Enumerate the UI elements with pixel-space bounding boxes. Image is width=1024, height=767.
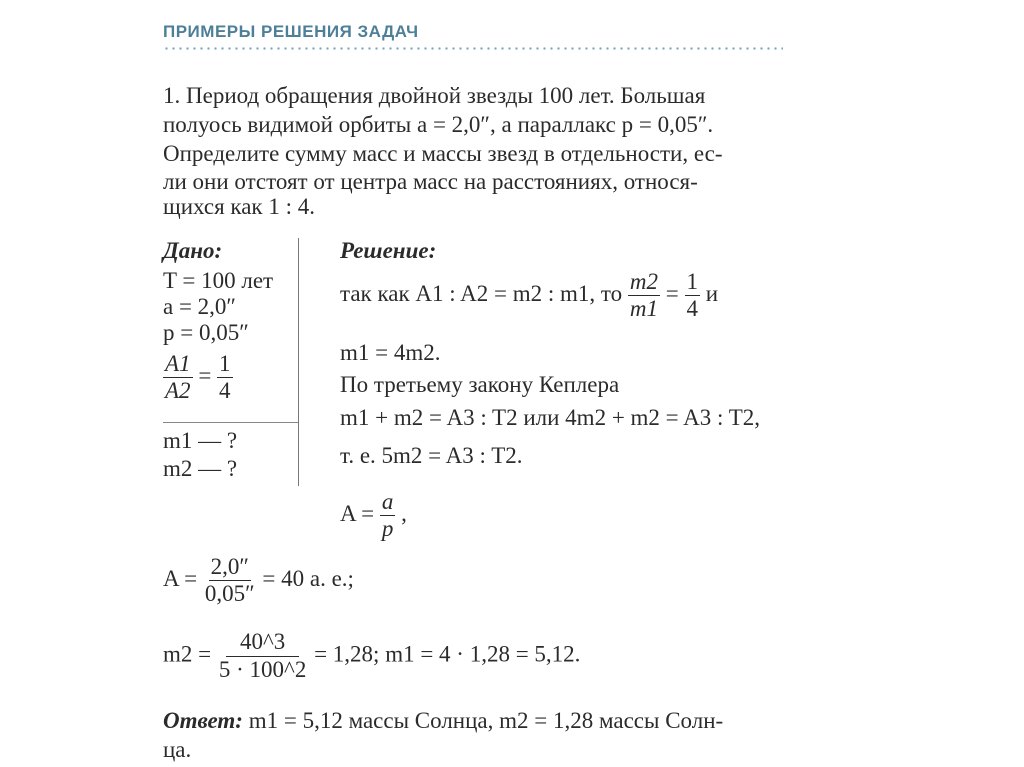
answer-line-1 [163,708,723,734]
solution-line-1-text: так как A1 : A2 = m2 : m1, то [340,280,623,306]
given-a: a = 2,0″ [163,294,237,319]
calc-A-den: 0,05″ [204,581,255,607]
calc-m2-num: 40^3 [226,630,299,657]
solution-line-1-end: и [705,280,719,306]
calc-m2 [163,630,580,682]
given-T: T = 100 лет [163,268,274,293]
calc-A-num: 2,0″ [209,555,251,581]
given-title: Дано: [163,238,223,263]
find-m2: m2 — ? [163,456,238,481]
solution-p-den: p [381,516,394,542]
dotted-divider [163,47,783,50]
solution-line-5: т. е. 5m2 = A3 : T2. [340,443,523,468]
section-header: ПРИМЕРЫ РЕШЕНИЯ ЗАДАЧ [163,22,419,41]
problem-line-4: ли они отстоят от центра масс на расстояниях, относя- [163,169,698,194]
solution-line-6-lhs: A = [340,500,375,526]
problem-line-2: полуось видимой орбиты a = 2,0″, а параллакс p = 0,05″. [163,112,714,137]
given-ratio: $\frac{A1}{A2}$ = $\frac{1}{4}$ [165,351,231,404]
solution-frac-den: m1 [629,296,659,322]
calc-m2-lhs: m2 = [163,641,212,667]
given-ratio-num: A1 [163,352,193,378]
solution-line-6 [340,490,407,541]
calc-m2-den: 5 · 100^2 [218,657,307,683]
solution-line-6-end: , [401,500,407,526]
solution-title: Решение: [340,238,437,263]
given-p: p = 0,05″ [163,320,249,345]
given-ratio-rhs-den: 4 [219,378,231,404]
solution-rhs-den: 4 [686,296,699,322]
given-divider-vertical [298,238,299,486]
given-divider-horizontal [163,422,298,423]
solution-frac-num: m2 [628,270,660,296]
calc-A-lhs: A = [163,565,198,591]
calc-m2-rhs: = 1,28; m1 = 4 · 1,28 = 5,12. [314,641,581,667]
answer-line-2: ца. [163,737,192,762]
solution-line-2: m1 = 4m2. [340,340,441,365]
given-ratio-rhs-num: 1 [217,352,233,378]
solution-a-num: a [380,490,396,516]
solution-rhs-num: 1 [685,270,701,296]
solution-line-3: По третьему закону Кеплера [340,372,620,397]
solution-line-4: m1 + m2 = A3 : T2 или 4m2 + m2 = A3 : T2, [340,405,761,430]
solution-line-1: так как A1 : A2 = m2 : m1, то $\frac{m2}{m1}$ = $\frac{1}{4}$ и [340,269,719,322]
answer-text-1: m1 = 5,12 массы Солнца, m2 = 1,28 массы Солн- [248,708,724,733]
problem-line-5: щихся как 1 : 4. [163,194,315,219]
problem-line-3: Определите сумму масс и массы звезд в отдельности, ес- [163,141,723,166]
answer-label: Ответ: [163,708,243,733]
problem-line-1: 1. Период обращения двойной звезды 100 лет. Большая [163,83,706,108]
given-ratio-den: A2 [165,378,191,404]
calc-A [163,555,354,606]
calc-A-rhs: = 40 а. е.; [262,565,354,591]
find-m1: m1 — ? [163,428,238,453]
